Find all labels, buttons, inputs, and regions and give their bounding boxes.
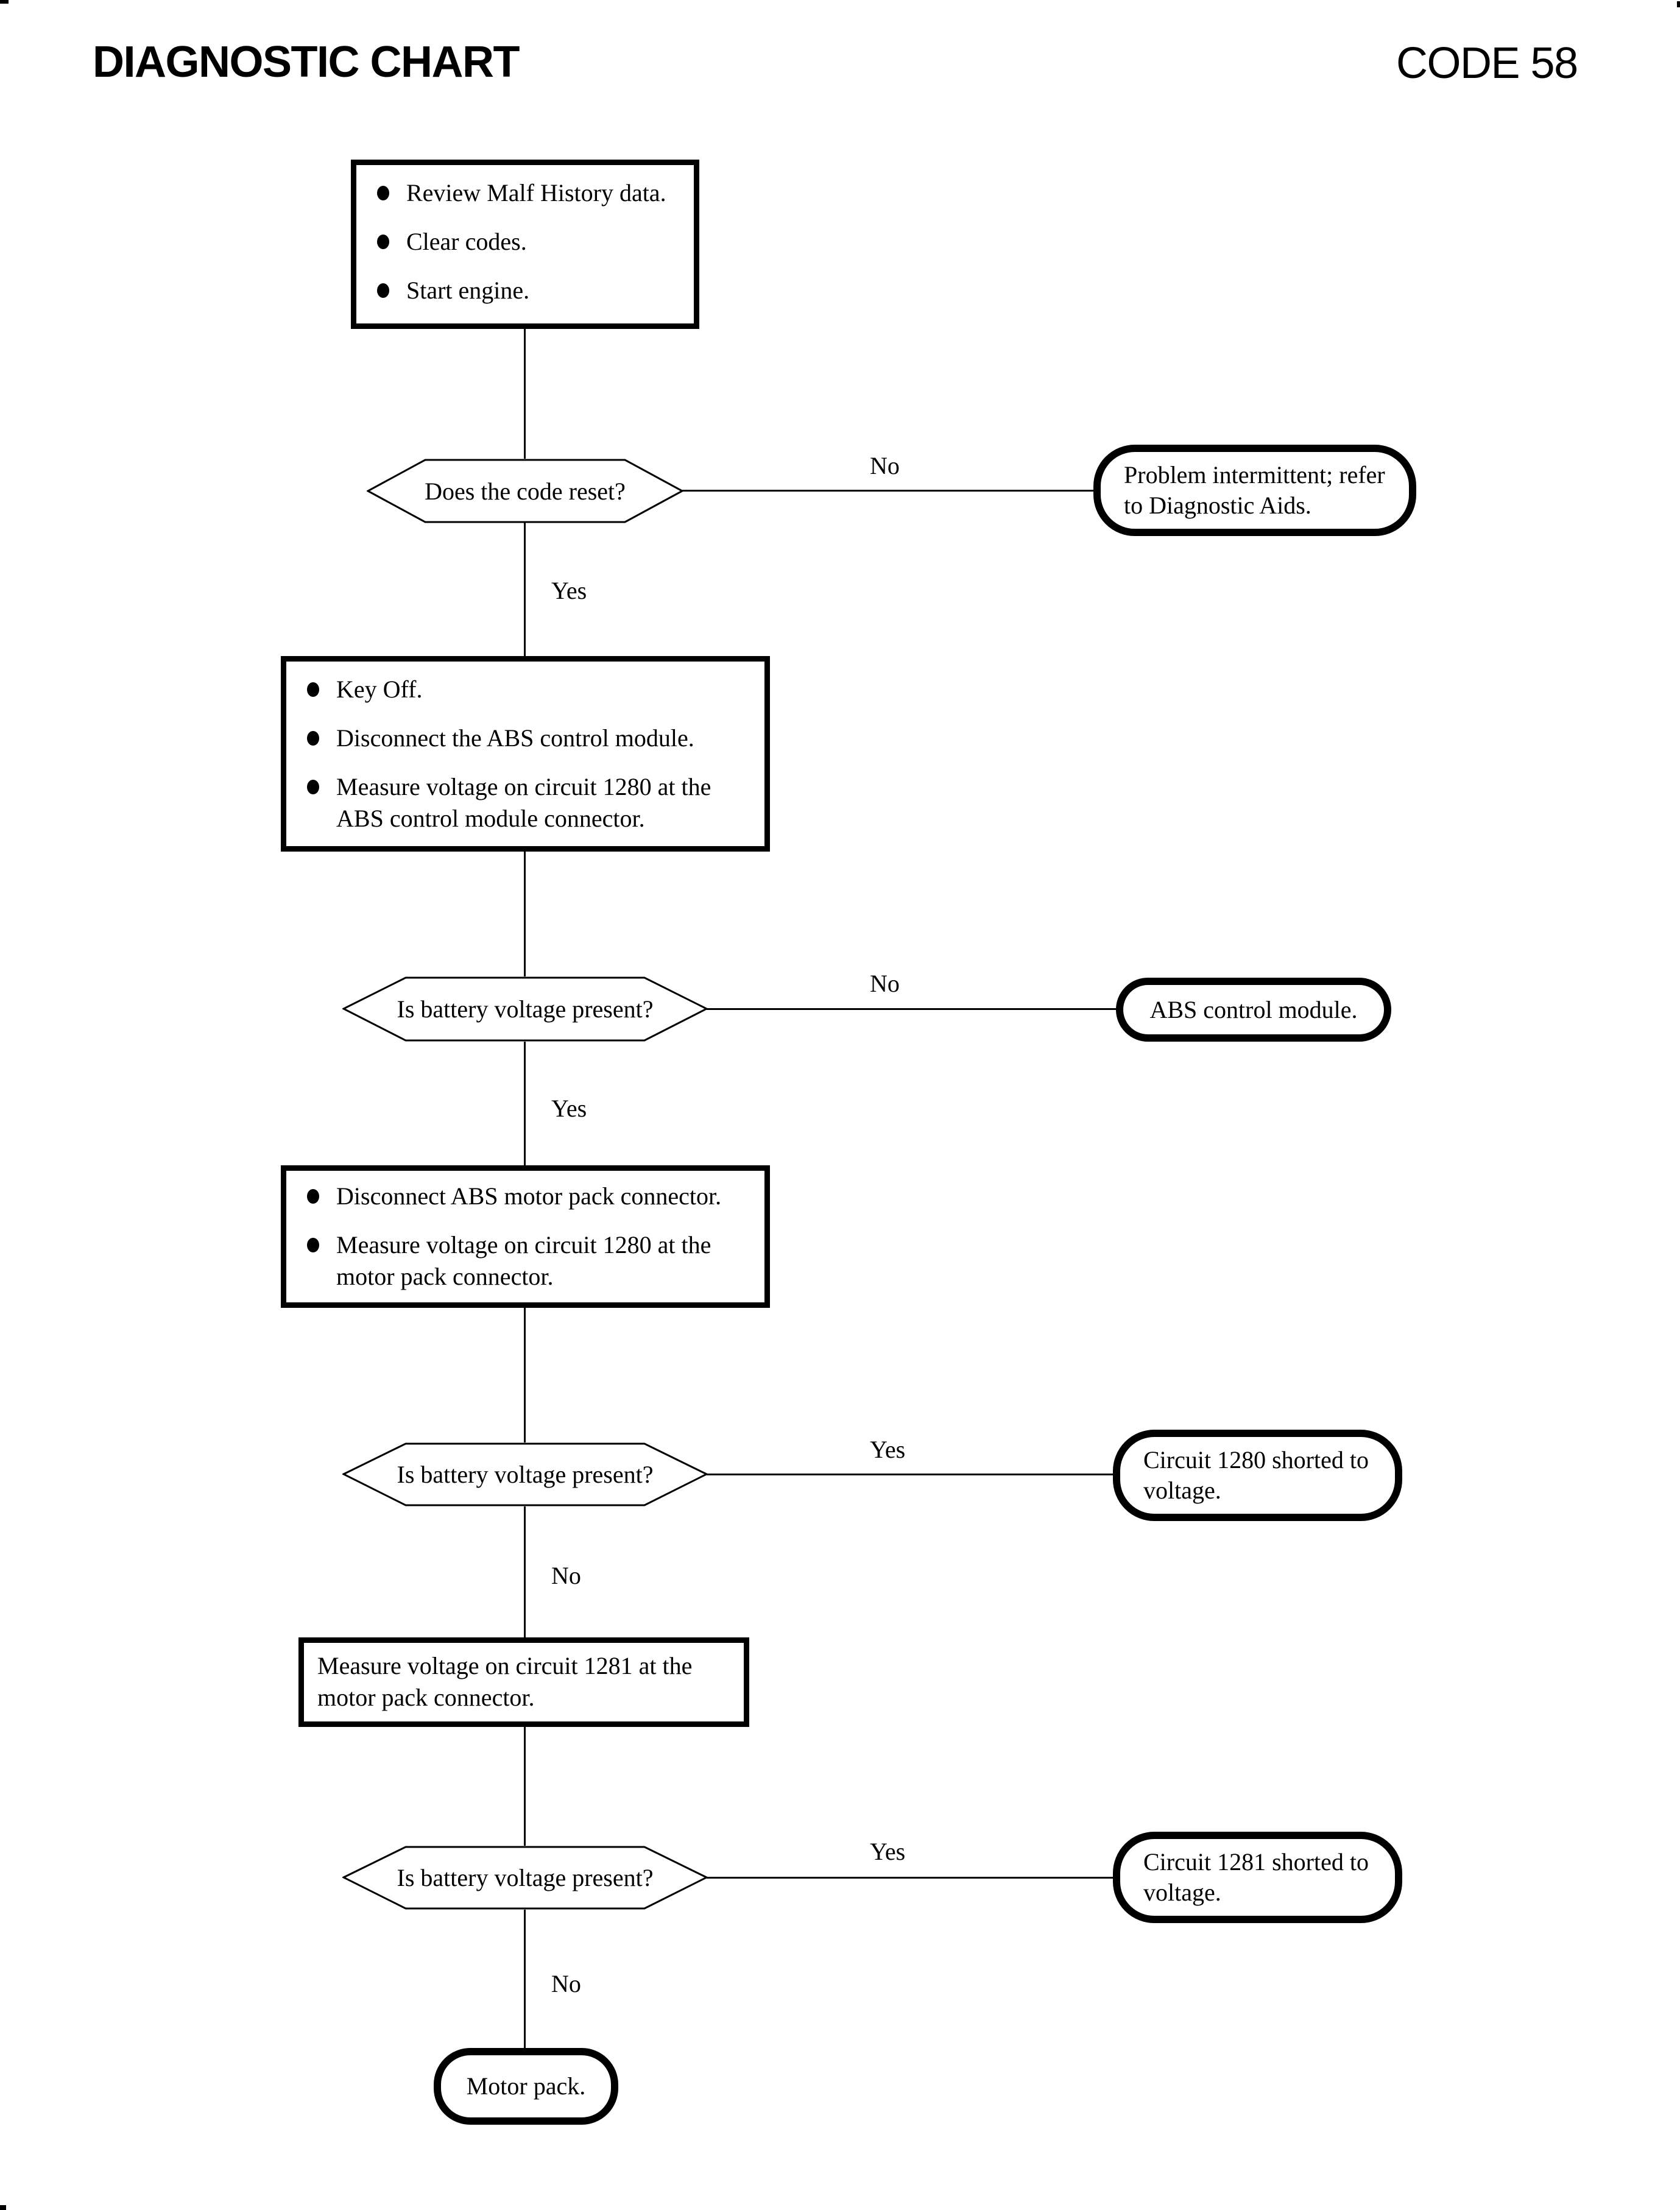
bullet-icon <box>307 1189 319 1204</box>
process-1-line-1: Review Malf History data. <box>406 179 666 207</box>
bullet-icon <box>307 780 319 794</box>
decision-3-question: Is battery voltage present? <box>397 1461 654 1488</box>
bullet-icon <box>307 731 319 746</box>
branch-label-yes-4: Yes <box>870 1838 906 1865</box>
process-3-line-2: Measure voltage on circuit 1280 at the motor pack connector. <box>336 1231 711 1290</box>
process-3-line-1: Disconnect ABS motor pack connector. <box>336 1182 722 1210</box>
process-2-line-1: Key Off. <box>336 676 423 703</box>
connector-v5 <box>524 1308 526 1442</box>
connector-h4 <box>707 1877 1113 1879</box>
branch-label-no-4: No <box>551 1970 581 1997</box>
process-step-3 <box>281 1165 770 1308</box>
decision-1 <box>367 459 683 523</box>
branch-label-yes-3: Yes <box>870 1436 906 1463</box>
connector-v7 <box>524 1727 526 1846</box>
terminal-5-text: Motor pack. <box>466 2072 586 2100</box>
decision-1-question: Does the code reset? <box>425 477 626 505</box>
process-1-line-3: Start engine. <box>406 277 530 304</box>
branch-label-no-2: No <box>870 970 900 997</box>
page-title: DIAGNOSTIC CHART <box>93 38 519 86</box>
terminal-circuit-1280-shorted <box>1113 1430 1402 1521</box>
terminal-3-text: Circuit 1280 shorted to voltage. <box>1143 1446 1369 1504</box>
branch-label-yes-1: Yes <box>551 577 587 604</box>
process-1-line-2: Clear codes. <box>406 228 527 255</box>
branch-label-yes-2: Yes <box>551 1095 587 1122</box>
list-item <box>303 722 758 754</box>
bullet-icon <box>377 186 389 200</box>
list-item <box>303 771 758 835</box>
scan-artifact-top-right <box>1677 1 1680 7</box>
scan-artifact-top-left <box>0 0 9 4</box>
process-2-line-3: Measure voltage on circuit 1280 at the ABS control module connector. <box>336 773 711 832</box>
terminal-1-text: Problem intermittent; refer to Diagnostic Aids. <box>1124 461 1385 519</box>
list-item <box>373 177 688 209</box>
connector-v8 <box>524 1910 526 2048</box>
code-title: CODE 58 <box>1396 39 1578 88</box>
bullet-icon <box>307 1238 319 1252</box>
process-2-line-2: Disconnect the ABS control module. <box>336 724 694 752</box>
terminal-2-text: ABS control module. <box>1149 995 1358 1023</box>
list-item <box>303 674 758 705</box>
decision-4-question: Is battery voltage present? <box>397 1864 654 1891</box>
terminal-problem-intermittent <box>1093 445 1416 536</box>
decision-2-question: Is battery voltage present? <box>397 995 654 1023</box>
bullet-icon <box>377 235 389 249</box>
connector-h3 <box>707 1474 1113 1475</box>
connector-h2 <box>707 1008 1116 1010</box>
list-item <box>373 275 688 306</box>
terminal-4-text: Circuit 1281 shorted to voltage. <box>1143 1848 1369 1906</box>
decision-4 <box>342 1846 708 1910</box>
connector-v6 <box>524 1506 526 1637</box>
bullet-icon <box>377 283 389 298</box>
connector-v1 <box>524 329 526 459</box>
list-item <box>303 1181 758 1212</box>
connector-h1 <box>682 490 1093 492</box>
terminal-abs-control-module <box>1116 978 1391 1042</box>
terminal-circuit-1281-shorted <box>1113 1832 1402 1923</box>
list-item <box>303 1229 758 1293</box>
scan-artifact-bottom-left <box>0 2205 6 2210</box>
process-step-1 <box>351 160 699 329</box>
terminal-motor-pack <box>434 2048 618 2125</box>
decision-2 <box>342 976 708 1042</box>
list-item <box>373 226 688 258</box>
bullet-icon <box>307 682 319 697</box>
connector-v2 <box>524 523 526 656</box>
process-step-2 <box>281 656 770 852</box>
branch-label-no-3: No <box>551 1562 581 1589</box>
connector-v4 <box>524 1042 526 1165</box>
connector-v3 <box>524 852 526 976</box>
process-step-4 <box>298 1637 749 1727</box>
decision-3 <box>342 1442 708 1506</box>
process-4-text: Measure voltage on circuit 1281 at the motor pack connector. <box>317 1652 693 1711</box>
branch-label-no-1: No <box>870 452 900 479</box>
